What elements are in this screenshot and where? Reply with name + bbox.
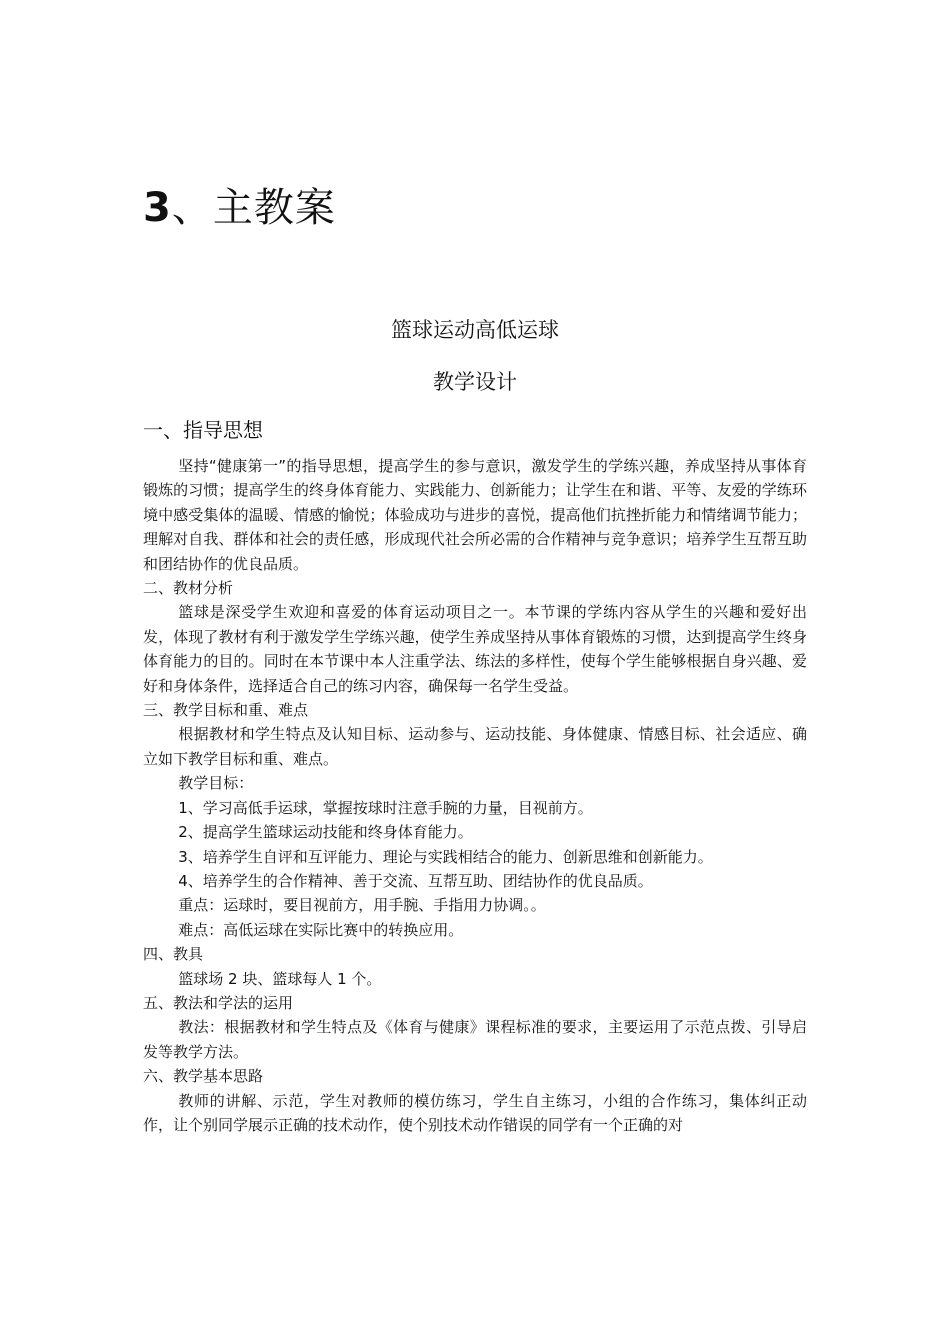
objectives-label: 教学目标：	[178, 774, 254, 793]
objective-item: 4、培养学生的合作精神、善于交流、互帮互助、团结协作的优良品质。	[178, 871, 653, 890]
section-heading-teaching-aids: 四、教具	[143, 945, 204, 964]
chapter-title: 、主教案	[171, 185, 336, 231]
objective-item: 2、提高学生篮球运动技能和终身体育能力。	[178, 823, 473, 842]
section-heading-objectives: 三、教学目标和重、难点	[143, 701, 309, 720]
paragraph-guiding-ideology: 坚持“健康第一”的指导思想，提高学生的参与意识，激发学生的学练兴趣，养成坚持从事体育锻炼的习惯；提高学生的终身体育能力、实践能力、创新能力；让学生在和谐、平等、友爱的学练环境中感受集体的温暖、情感的愉悦；体验成功与进步的喜悦，提高他们抗挫折能力和情绪调节能力；理解对自我、群体和社会的责任感，形成现代社会所必需的合作精神与竞争意识；培养学生互帮互助和团结协作的优良品质。	[143, 457, 807, 573]
paragraph-material-analysis: 篮球是深受学生欢迎和喜爱的体育运动项目之一。本节课的学练内容从学生的兴趣和爱好出发，体现了教材有利于激发学生学练兴趣，使学生养成坚持从事体育锻炼的习惯，达到提高学生终身体育能力的目的。同时在本节课中本人注重学法、练法的多样性，使每个学生能够根据自身兴趣、爱好和身体条件，选择适合自己的练习内容，确保每一名学生受益。	[143, 603, 807, 695]
key-point: 重点：运球时，要目视前方，用手腕、手指用力协调。。	[178, 896, 546, 915]
document-body	[143, 454, 807, 1137]
objective-item: 3、培养学生自评和互评能力、理论与实践相结合的能力、创新思维和创新能力。	[178, 847, 713, 866]
difficult-point: 难点：高低运球在实际比赛中的转换应用。	[178, 920, 464, 939]
section-heading-basic-approach: 六、教学基本思路	[143, 1067, 264, 1086]
chapter-heading	[143, 180, 336, 236]
section-heading-guiding-ideology: 一、指导思想	[143, 418, 263, 442]
chapter-number: 3	[143, 185, 172, 231]
document-title: 篮球运动高低运球	[391, 318, 559, 342]
document-subtitle: 教学设计	[433, 370, 517, 394]
paragraph-teaching-aids: 篮球场 2 块、篮球每人 1 个。	[178, 969, 382, 988]
objective-item: 1、学习高低手运球，掌握按球时注意手腕的力量，目视前方。	[178, 798, 593, 817]
section-heading-methods: 五、教法和学法的运用	[143, 993, 294, 1012]
paragraph-basic-approach: 教师的讲解、示范，学生对教师的模仿练习，学生自主练习，小组的合作练习，集体纠正动作，让个别同学展示正确的技术动作，使个别技术动作错误的同学有一个正确的对	[143, 1091, 807, 1134]
paragraph-objectives: 根据教材和学生特点及认知目标、运动参与、运动技能、身体健康、情感目标、社会适应、确立如下教学目标和重、难点。	[143, 725, 807, 768]
paragraph-methods: 教法：根据教材和学生特点及《体育与健康》课程标准的要求，主要运用了示范点拨、引导启发等教学方法。	[143, 1018, 807, 1061]
section-heading-material-analysis: 二、教材分析	[143, 579, 234, 598]
